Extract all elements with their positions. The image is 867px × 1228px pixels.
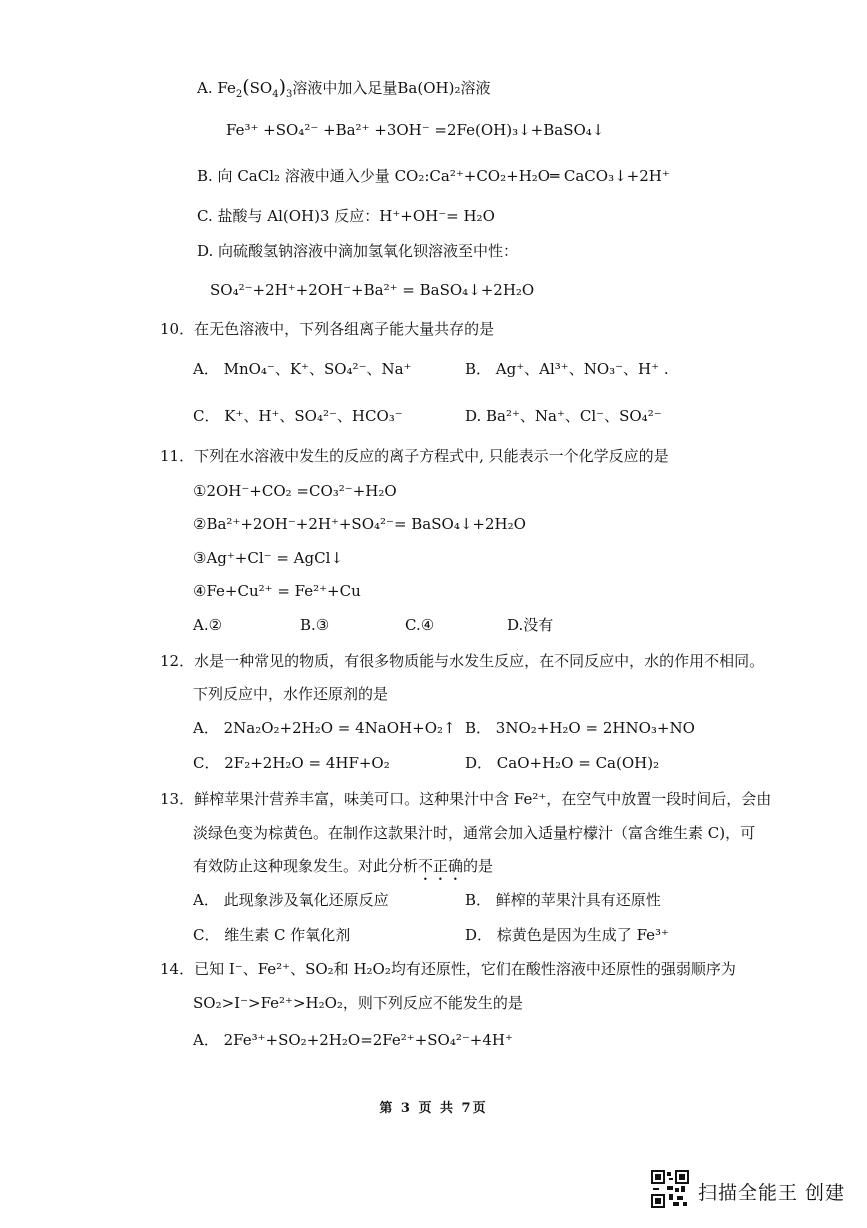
q11-eq4: ④Fe+Cu²⁺ = Fe²⁺+Cu: [193, 582, 361, 600]
q9-option-a: A. $Fe_2(SO_4)_3$溶液中加入足量Ba(OH)₂溶液: [197, 76, 491, 100]
q9-option-a-label: A.: [197, 79, 213, 97]
q11-eq2: ②Ba²⁺+2OH⁻+2H⁺+SO₄²⁻= BaSO₄↓+2H₂O: [193, 515, 526, 533]
q11-option-b: B.③: [300, 616, 330, 634]
q13-option-d: D． 棕黄色是因为生成了 Fe³⁺: [465, 926, 669, 944]
q13-emphasis-text: 不正确: [418, 857, 464, 875]
q9-option-a-pre: Fe: [217, 79, 236, 97]
q13-stem-line1: 13．鲜榨苹果汁营养丰富，味美可口。这种果汁中含 Fe²⁺，在空气中放置一段时间后，会由: [160, 790, 772, 808]
q9-option-a-text: 溶液中加入足量Ba(OH)₂溶液: [292, 79, 491, 97]
q13-stem-line3-pre: 有效防止这种现象发生。对此分析: [193, 857, 419, 875]
q12-option-c: C． 2F₂+2H₂O = 4HF+O₂: [193, 754, 390, 772]
q9-option-c: C. 盐酸与 Al(OH)3 反应：H⁺+OH⁻= H₂O: [197, 207, 495, 225]
q11-eq3: ③Ag⁺+Cl⁻ = AgCl↓: [193, 549, 343, 567]
q12-stem-line2: 下列反应中，水作还原剂的是: [193, 685, 389, 703]
q12-stem-line1: 12．水是一种常见的物质，有很多物质能与水发生反应，在不同反应中，水的作用不相同。: [160, 652, 765, 670]
q11-option-c: C.④: [405, 616, 435, 634]
q10-stem: 10．在无色溶液中，下列各组离子能大量共存的是: [160, 320, 495, 338]
q10-option-c: C． K⁺、H⁺、SO₄²⁻、HCO₃⁻: [193, 407, 403, 425]
qr-code-icon: [651, 1170, 689, 1208]
watermark-brand: 扫描全能王 创建: [698, 1182, 846, 1204]
q10-option-b: B． Ag⁺、Al³⁺、NO₃⁻、H⁺ .: [465, 360, 669, 378]
q11-option-a: A.②: [193, 616, 223, 634]
q11-option-d: D.没有: [507, 616, 554, 634]
q12-option-b: B． 3NO₂+H₂O = 2HNO₃+NO: [465, 719, 695, 737]
q12-option-d: D． CaO+H₂O = Ca(OH)₂: [465, 754, 660, 772]
q9-option-d-formula: SO₄²⁻+2H⁺+2OH⁻+Ba²⁺ = BaSO₄↓+2H₂O: [210, 281, 535, 299]
q14-option-a: A． 2Fe³⁺+SO₂+2H₂O=2Fe²⁺+SO₄²⁻+4H⁺: [193, 1031, 513, 1049]
q10-option-d: D. Ba²⁺、Na⁺、Cl⁻、SO₄²⁻: [465, 407, 662, 425]
q13-option-b: B． 鲜榨的苹果汁具有还原性: [465, 891, 661, 909]
q13-option-a: A． 此现象涉及氧化还原反应: [193, 891, 389, 909]
page-footer: 第 3 页 共 7页: [379, 1101, 488, 1116]
q13-stem-line3-post: 的是: [463, 857, 494, 875]
q11-eq1: ①2OH⁻+CO₂ =CO₃²⁻+H₂O: [193, 482, 397, 500]
q14-stem-line2: SO₂>I⁻>Fe²⁺>H₂O₂，则下列反应不能发生的是: [193, 994, 523, 1012]
q9-option-a-formula: Fe³⁺ +SO₄²⁻ +Ba²⁺ +3OH⁻ =2Fe(OH)₃↓+BaSO₄↓: [226, 121, 605, 139]
q9-option-b: B. 向 CaCl₂ 溶液中通入少量 CO₂:Ca²⁺+CO₂+H₂O═ CaCO₃↓+2H⁺: [197, 167, 670, 185]
q13-option-c: C． 维生素 C 作氧化剂: [193, 926, 351, 944]
q9-option-d: D. 向硫酸氢钠溶液中滴加氢氧化钡溶液至中性：: [197, 242, 519, 260]
q12-option-a: A． 2Na₂O₂+2H₂O = 4NaOH+O₂↑: [193, 719, 456, 737]
q14-stem-line1: 14．已知 I⁻、Fe²⁺、SO₂和 H₂O₂均有还原性，它们在酸性溶液中还原性的强弱顺序为: [160, 960, 736, 978]
q13-stem-line3: [193, 855, 493, 884]
q13-stem-line2: 淡绿色变为棕黄色。在制作这款果汁时，通常会加入适量柠檬汁（富含维生素 C)，可: [193, 824, 756, 842]
q10-option-a: A． MnO₄⁻、K⁺、SO₄²⁻、Na⁺: [193, 360, 412, 378]
q11-stem: 11．下列在水溶液中发生的反应的离子方程式中, 只能表示一个化学反应的是: [160, 447, 669, 465]
